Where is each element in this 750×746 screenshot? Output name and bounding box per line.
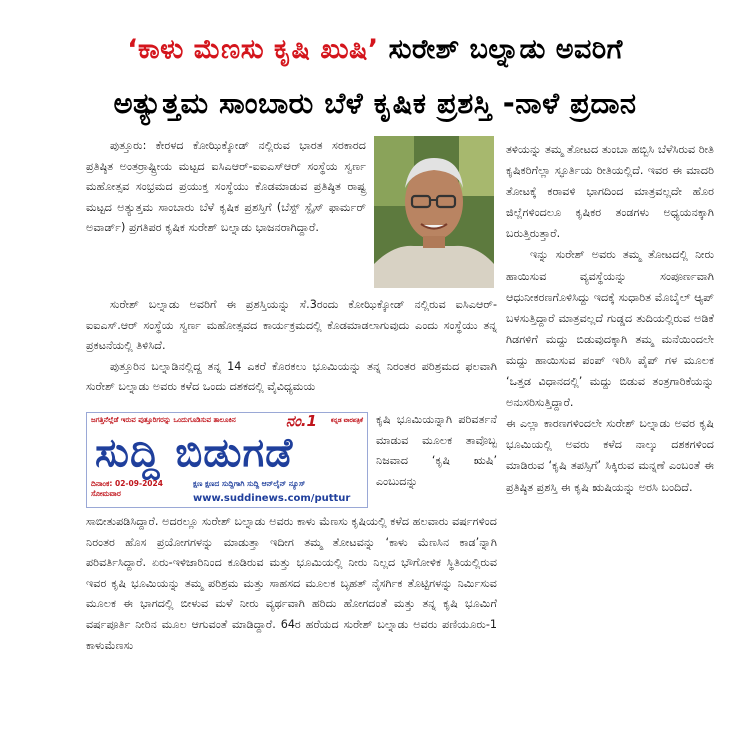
logo-rank: ನಂ.1 <box>285 412 317 430</box>
article-column-left-bottom <box>86 512 497 656</box>
headline-quote-title: ‘ಕಾಳು ಮೆಣಸು ಕೃಷಿ ಖುಷಿ’ <box>127 34 379 65</box>
article-right-paragraph-3: ಈ ಎಲ್ಲಾ ಕಾರಣಗಳಿಂದಲೇ ಸುರೇಶ್ ಬಲ್ನಾಡು ಅವರ ಕೃಷಿ ಭೂಮಿಯಲ್ಲಿ ಅವರು ಕಳೆದ ನಾಲ್ಕು ದಶಕಗಳಿಂದ ಮಾಡಿರುವ ‘ಕೃಷಿ ತಪಸ್ಸಿಗೆ’ ಸಿಕ್ಕಿರುವ ಮನ್ನಣೆ ಎಂಬಂತೆ ಈ ಪ್ರತಿಷ್ಠಿತ ಪ್ರಶಸ್ತಿ ಈ ಕೃಷಿ ಋಷಿಯನ್ನು ಅರಸಿ ಬಂದಿದೆ. <box>506 417 714 494</box>
article-column-left-top <box>86 136 366 239</box>
article-column-left-full <box>86 295 497 398</box>
article-right-paragraph-2: ಇನ್ನು ಸುರೇಶ್ ಅವರು ತಮ್ಮ ತೋಟದಲ್ಲಿ ನೀರು ಹಾಯಿಸುವ ವ್ಯವಸ್ಥೆಯನ್ನು ಸಂಪೂರ್ಣವಾಗಿ ಆಧುನೀಕರಣಗೊಳಿಸಿದ್ದು ಇದಕ್ಕೆ ಸುಧಾರಿತ ಮೊಬೈಲ್ ಆ್ಯಪ್ ಬಳಸುತ್ತಿದ್ದಾರೆ ಮಾತ್ರವಲ್ಲದೆ ಗುಡ್ಡದ ತುದಿಯಲ್ಲಿರುವ ಅಡಿಕೆ ಗಿಡಗಳಿಗೆ ಮದ್ದು ಬಿಡುವುದಕ್ಕಾಗಿ ತಮ್ಮ ಮನೆಯಿಂದಲೇ ಮದ್ದು ಹಾಯಿಸುವ ಪಂಪ್ ಇರಿಸಿ ಪೈಪ್ ಗಳ ಮೂಲಕ ‘ಒತ್ತಡ ವಿಧಾನದಲ್ಲಿ’ ಮದ್ದು ಬಿಡುವ ತಂತ್ರಗಾರಿಕೆಯನ್ನು ಅನುಸರಿಸುತ್ತಿದ್ದಾರೆ. <box>506 248 714 410</box>
article-column-right <box>506 139 714 498</box>
article-column-beside-logo <box>376 410 497 492</box>
logo-title: ಸುದ್ದಿ ಬಿಡುಗಡೆ <box>95 430 294 476</box>
article-paragraph-1: ಪುತ್ತೂರು: ಕೇರಳದ ಕೋಝಿಕ್ಕೋಡ್ ನಲ್ಲಿರುವ ಭಾರತ ಸರಕಾರದ ಪ್ರತಿಷ್ಠಿತ ಅಂತರ್ರಾಷ್ಟ್ರೀಯ ಮಟ್ಟದ ಐಸಿಎಆರ್-ಐಐಎಸ್‌ಆರ್ ಸಂಸ್ಥೆಯ ಸ್ವರ್ಣ ಮಹೋತ್ಸವ ಸಂಭ್ರಮದ ಪ್ರಯುಕ್ತ ಸಂಸ್ಥೆಯು ಕೊಡಮಾಡುವ ಪ್ರತಿಷ್ಠಿತ ರಾಷ್ಟ್ರ ಮಟ್ಟದ ಅತ್ಯುತ್ತಮ ಸಾಂಬಾರು ಬೆಳೆ ಕೃಷಿಕ ಪ್ರಶಸ್ತಿಗೆ (ಬೆಸ್ಟ್ ಸ್ಪೈಸ್ ಫಾರ್ಮರ್ ಅವಾರ್ಡ್) ಪ್ರಗತಿಪರ ಕೃಷಿಕ ಸುರೇಶ್ ಬಲ್ನಾಡು ಭಾಜನರಾಗಿದ್ದಾರೆ. <box>86 139 366 235</box>
article-paragraph-3-end: ಸಾಬೀತುಪಡಿಸಿದ್ದಾರೆ. ಅದರಲ್ಲೂ ಸುರೇಶ್ ಬಲ್ನಾಡು ಅವರು ಕಾಳು ಮೆಣಸು ಕೃಷಿಯಲ್ಲಿ ಕಳೆದ ಹಲವಾರು ವರ್ಷಗಳಿಂದ ನಿರಂತರ ಹೊಸ ಪ್ರಯೋಗಗಳನ್ನು ಮಾಡುತ್ತಾ ಇದೀಗ ತಮ್ಮ ತೋಟವನ್ನು ‘ಕಾಳು ಮೆಣಸಿನ ಕಾಡ’ನ್ನಾಗಿ ಪರಿವರ್ತಿಸಿದ್ದಾರೆ. ಏರು-ಇಳಿಜಾರಿನಿಂದ ಕೂಡಿರುವ ಮತ್ತು ಭೂಮಿಯಲ್ಲಿ ನೀರು ನಿಲ್ಲದ ಭೌಗೋಳಿಕ ಸ್ಥಿತಿಯಲ್ಲಿರುವ ಇವರ ಕೃಷಿ ಭೂಮಿಯನ್ನು ತಮ್ಮ ಪರಿಶ್ರಮ ಮತ್ತು ಸಾಹಸದ ಮೂಲಕ ಬೃಹತ್ ನೈಸರ್ಗಿಕ ತೊಟ್ಟಿಗಳನ್ನು ನಿರ್ಮಿಸುವ ಮೂಲಕ ಈ ಭಾಗದಲ್ಲಿ ಬೀಳುವ ಮಳೆ ನೀರು ವ್ಯರ್ಥವಾಗಿ ಹರಿದು ಹೋಗದಂತೆ ಮತ್ತು ತನ್ನ ಕೃಷಿ ಭೂಮಿಗೆ ವರ್ಷಪೂರ್ತಿ ನೀರಿನ ಮೂಲ ಆಗುವಂತೆ ಮಾಡಿದ್ದಾರೆ. 64ರ ಹರೆಯದ ಸುರೇಶ್ ಬಲ್ನಾಡು ಅವರು ಪಣಿಯೂರು-1 ಕಾಳುಮೆಣಸು <box>86 515 497 652</box>
logo-subtitle: ಕ್ಷಣ ಕ್ಷಣದ ಸುದ್ದಿಗಾಗಿ ಸುದ್ದಿ ಆನ್‌ಲೈನ್ ನ್ಯೂಸ್ <box>193 479 306 488</box>
logo-day: ಸೋಮವಾರ <box>91 489 121 498</box>
portrait-image <box>374 136 494 288</box>
logo-url: www.suddinews.com/puttur <box>193 493 351 504</box>
logo-date: ದಿನಾಂಕ: 02-09-2024 <box>91 479 163 488</box>
article-right-paragraph-1: ತಳಿಯನ್ನು ತಮ್ಮ ತೋಟದ ತುಂಬಾ ಹಬ್ಬಿಸಿ ಬೆಳೆಸಿರುವ ರೀತಿ ಕೃಷಿಕರಿಗೆಲ್ಲಾ ಸ್ಫೂರ್ತಿಯ ರೀತಿಯಲ್ಲಿದೆ. ಇವರ ಈ ಮಾದರಿ ತೋಟಕ್ಕೆ ಕರಾವಳಿ ಭಾಗದಿಂದ ಮಾತ್ರವಲ್ಲದೇ ಹೊರ ಜಿಲ್ಲೆಗಳಿಂದಲೂ ಕೃಷಿಕರ ತಂಡಗಳು ಅಧ್ಯಯನಕ್ಕಾಗಿ ಬರುತ್ತಿರುತ್ತಾರೆ. <box>506 143 714 241</box>
headline-line-2: ಅತ್ಯುತ್ತಮ ಸಾಂಬಾರು ಬೆಳೆ ಕೃಷಿಕ ಪ್ರಶಸ್ತಿ -ನಾಳೆ ಪ್ರದಾನ <box>113 86 637 120</box>
logo-header-strip <box>87 413 367 429</box>
sudd-bidugade-logo <box>86 412 368 508</box>
article-paragraph-3-mid: ಕೃಷಿ ಭೂಮಿಯನ್ನಾಗಿ ಪರಿವರ್ತನೆ ಮಾಡುವ ಮೂಲಕ ತಾವೊಬ್ಬ ನಿಜವಾದ ‘ಕೃಷಿ ಋಷಿ’ ಎಂಬುದನ್ನು <box>376 413 497 488</box>
headline-line-1 <box>0 34 750 66</box>
portrait-photo <box>374 136 494 288</box>
article-paragraph-3: ಪುತ್ತೂರಿನ ಬಲ್ನಾಡಿನಲ್ಲಿದ್ದ ತನ್ನ 14 ಎಕರೆ ಕೊರಕಲು ಭೂಮಿಯನ್ನು ತನ್ನ ನಿರಂತರ ಪರಿಶ್ರಮದ ಫಲವಾಗಿ ಸುರೇಶ್ ಬಲ್ನಾಡು ಅವರು ಕಳೆದ ಒಂದು ದಶಕದಲ್ಲಿ ವೈವಿಧ್ಯಮಯ <box>86 359 497 394</box>
logo-tagline: ಜಗತ್ತಿನೆಲ್ಲೆಡೆ ಇರುವ ಪುತ್ತೂರಿಗರನ್ನು ಒಂದುಗೂಡಿಸುವ ತಾಲೂಕಿನ <box>91 416 236 424</box>
logo-date-block <box>91 479 163 499</box>
logo-weekly-label: ಕನ್ನಡ ವಾರಪತ್ರಿಕೆ <box>330 417 363 424</box>
headline-name: ಸುರೇಶ್ ಬಲ್ನಾಡು ಅವರಿಗೆ <box>378 34 623 65</box>
article-paragraph-2: ಸುರೇಶ್ ಬಲ್ನಾಡು ಅವರಿಗೆ ಈ ಪ್ರಶಸ್ತಿಯನ್ನು ಸೆ.3ರಂದು ಕೋಝಿಕ್ಕೋಡ್ ನಲ್ಲಿರುವ ಐಸಿಎಆರ್-ಐಐಎಸ್.ಆರ್ ಸಂಸ್ಥೆಯ ಸ್ವರ್ಣ ಮಹೋತ್ಸವದ ಕಾರ್ಯಕ್ರಮದಲ್ಲಿ ಕೊಡಮಾಡಲಾಗುವುದು ಎಂದು ಸಂಸ್ಥೆಯು ತನ್ನ ಪ್ರಕಟನೆಯಲ್ಲಿ ತಿಳಿಸಿದೆ. <box>86 298 497 353</box>
